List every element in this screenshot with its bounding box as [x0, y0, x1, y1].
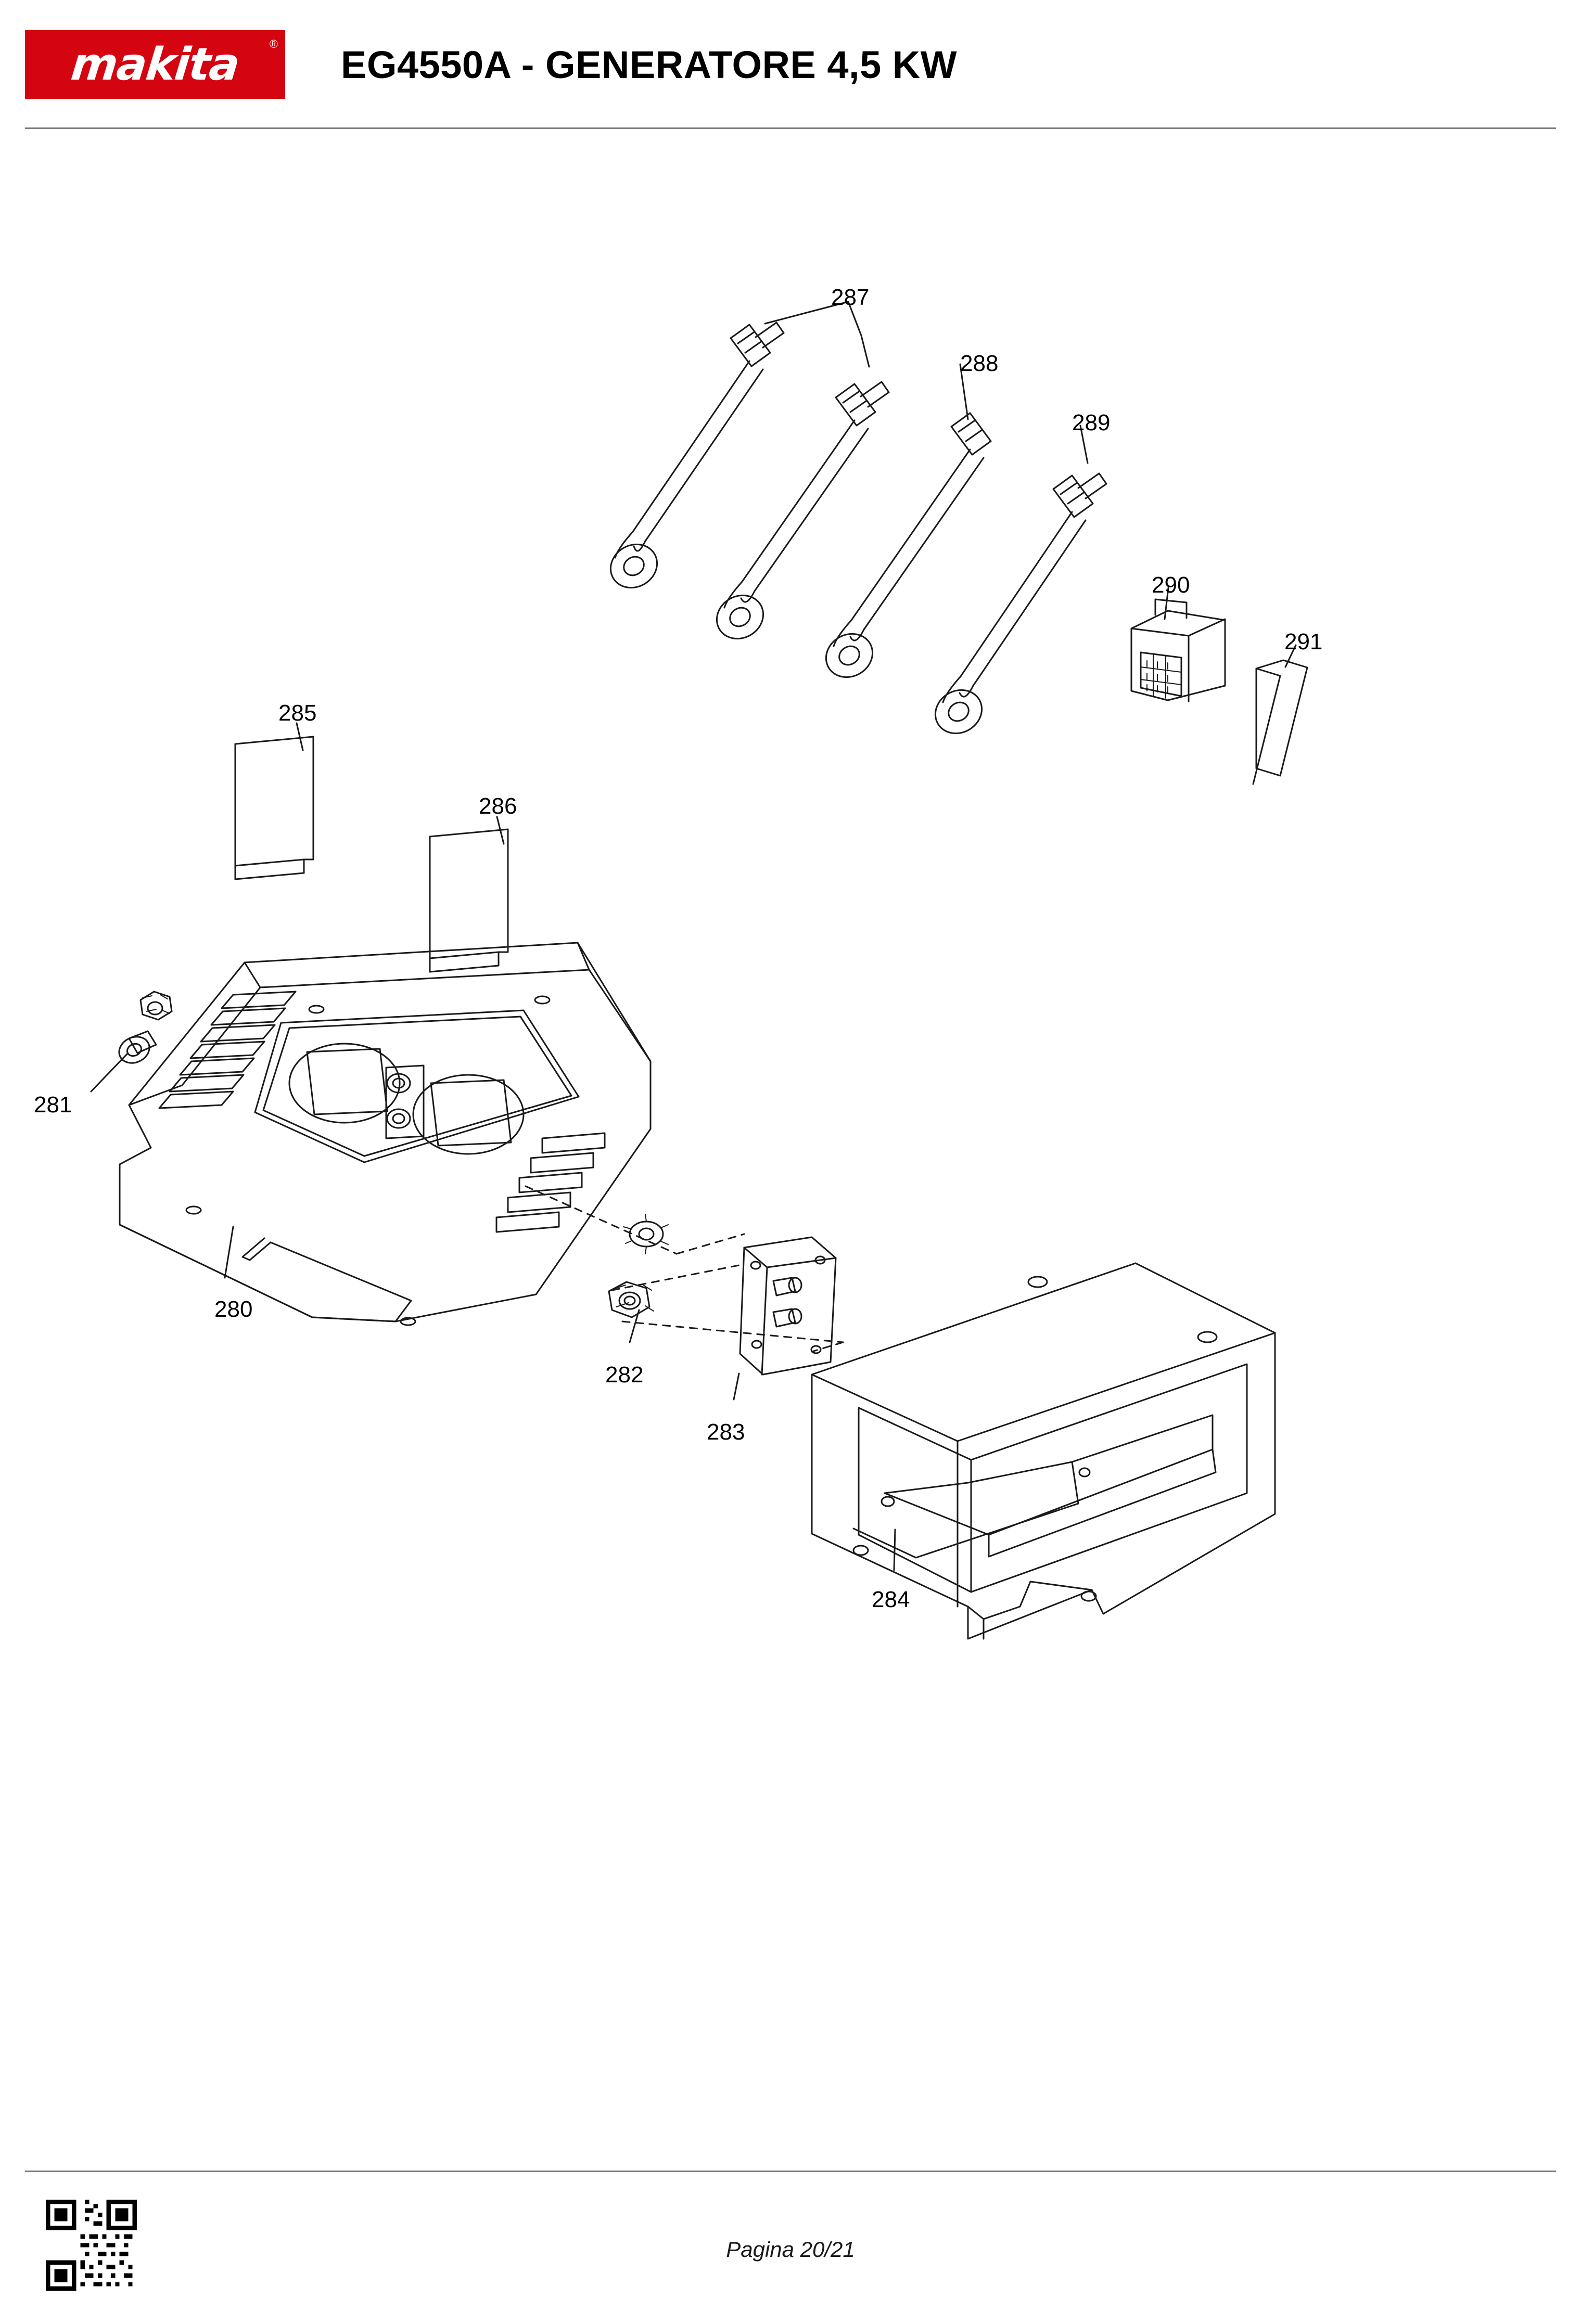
callout-291: 291 — [1284, 629, 1323, 654]
callout-287: 287 — [831, 285, 870, 310]
callout-285: 285 — [278, 700, 317, 726]
part-290-connector — [1131, 588, 1225, 701]
callout-289: 289 — [1072, 410, 1111, 435]
part-287-cable-2 — [709, 382, 889, 647]
callout-283: 283 — [707, 1419, 745, 1445]
part-287-cable-1 — [603, 323, 784, 596]
part-280-control-panel — [120, 943, 651, 1325]
exploded-parts-diagram — [0, 130, 1581, 2159]
part-288-cable — [818, 364, 991, 686]
page-header — [0, 0, 1581, 130]
header-divider — [25, 127, 1556, 129]
part-283-bracket — [734, 1237, 836, 1399]
part-281-grommet — [91, 992, 172, 1092]
part-282-bushing — [526, 1186, 843, 1352]
callout-288: 288 — [960, 351, 999, 376]
footer-divider — [25, 2171, 1556, 2172]
part-285-cover — [235, 723, 313, 879]
page-number: Pagina 20/21 — [726, 2237, 855, 2262]
callout-286: 286 — [479, 793, 517, 819]
makita-logo — [25, 30, 285, 99]
callout-281: 281 — [34, 1092, 72, 1118]
page-title: EG4550A - GENERATORE 4,5 KW — [341, 43, 958, 86]
callout-282: 282 — [605, 1362, 644, 1388]
part-284-housing — [812, 1263, 1275, 1639]
callout-284: 284 — [872, 1587, 910, 1612]
makita-logo-text: makita — [69, 38, 241, 91]
registered-trademark-icon: ® — [269, 37, 278, 50]
callout-280: 280 — [214, 1296, 253, 1322]
part-291-sleeve — [1253, 645, 1307, 784]
callout-290: 290 — [1152, 572, 1190, 598]
